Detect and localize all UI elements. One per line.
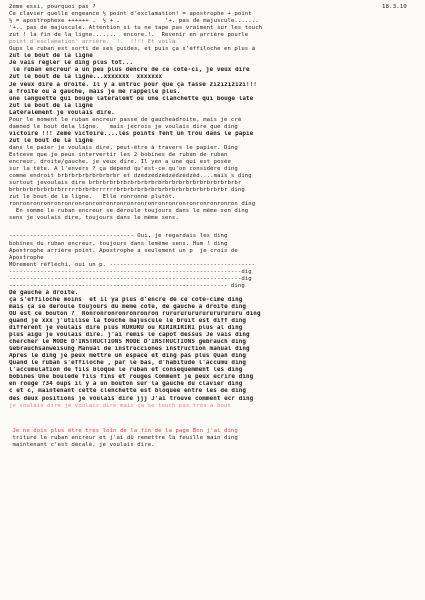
typed-line: ronronronronronronronronronronronronronronronronronronronronronron ding — [9, 201, 256, 208]
typed-line: une languette qui bouge latéralemt ou une clanchette qui bouge laté — [9, 95, 254, 102]
typed-line: différent je voulais dire plus RURURU ou RIRIRIRIRI plus al ding — [9, 325, 243, 332]
typed-line: sens je voulais dire, toujours dans le même sens. — [9, 215, 179, 222]
typed-line: des deux positions je voulais dire jjj J'ai trouvé comment écr ding — [9, 395, 254, 402]
typed-line: maintenant c'est décalé, je voulais dire. — [9, 441, 155, 448]
typed-line: chercher le MODE D'INSTRUCTIONS MODE D'INSTRUCTIONS gebrauch ding — [9, 339, 247, 346]
typed-line: 2ème essi, pourquoi pas ? — [9, 4, 96, 10]
typed-line: encreur, droite/gauche, je veux dire. Il yen a une qui est posée — [9, 159, 231, 166]
typed-line: Apostrophe — [9, 254, 44, 261]
typed-line: surtout jevoulais dire brbrbrbrbrbrbrbrbrbrbrbrbrbrbrbrbrbrbrbrbrbr — [9, 180, 242, 187]
typed-line: en rouge ?34 oups il y a un bouton sur la gauche du clavier ding — [9, 381, 243, 388]
typed-line: zut le bout de la ligne — [9, 137, 93, 144]
typed-line: '+.. pas de majuscule. Attention si tu ne tape pas vraiment sur les touch — [9, 25, 263, 32]
typed-line: mais ça se déroule toujours du même côté, de gauche à droite ding — [9, 303, 247, 310]
typed-line: zut le bout de la ligne. Elle ronronne plutôt. — [9, 194, 176, 201]
typed-line: damned le bout dela ligne. mais jecrois je voulais dire que ding — [9, 123, 238, 130]
typed-line: Ce clavier quelle engeance ½ point d'exclamation! = apostrophe + point — [9, 11, 252, 18]
typed-line: plus aigu je voulais dire. j'ai remis le capot dessus Je vais ding — [9, 332, 250, 339]
typed-line: le ruban encreur a un peu plus dencre de ce côté-ci, je veux dire — [9, 67, 250, 74]
typed-line: bobines du ruban encreur, toujours dans lemême sens. Hum ! ding — [9, 240, 228, 247]
typed-line: sur la tête. A l'envers ? ça dépend qu'est-ce qu'on considère ding — [9, 166, 238, 173]
typed-line: Quand le ruban s'éffiloche , par le bas, d'habitude l'accumu ding — [9, 360, 247, 367]
line-gap — [9, 222, 421, 233]
typed-line: quand je xxx j'utilise la touche majuscule le bruit est diff ding — [9, 318, 247, 325]
line-gap — [9, 410, 421, 428]
typed-line: à froite ou à gauche, mais je me rappelle plus. — [9, 88, 181, 95]
typed-line: Je veux dire à droite. Il y a untruc pour que ça fasse zizizizizi!!! — [9, 81, 257, 88]
typed-line: De gauche à droite. — [9, 289, 79, 296]
typed-line: ½ = apostrophexe ++++++ . ½ + . '+. pas de majuscule....... — [9, 18, 259, 25]
typed-line: comme endroit brbrbrbrbrbrbrbrbr et dzédzédzédzédzédzéd....mais s ding — [9, 173, 252, 180]
date-stamp: 18.3.10 — [382, 4, 407, 10]
typed-line: OÙ est ce bouton ? Ronronronronronronron rururururururururururu ding — [9, 310, 261, 317]
typed-line: MOrement réfléchi, oui un p. ------------------------------------------ — [9, 261, 256, 268]
typed-line: bobines Une boulede fils fins et rouges Comment je peux écrire ding — [9, 374, 254, 381]
typed-line: victoire !!! 2ème victoire....les points fent un trou dans le papie — [9, 130, 254, 137]
typed-line: brbrbrbrbrbrbrbrrrrrbrbrbrrrrrrbrbrbrbrbrbrbrbrbrbrbrbrbrbrbrbr ding — [9, 187, 245, 194]
typed-line: je voulais dire je voulais dire mais ça se touch pas trés à bout — [9, 402, 231, 409]
typed-line: --------------------------------------------------------------- ding — [9, 282, 245, 289]
typed-line: Je vais régler le ding plus tôt... — [9, 60, 133, 67]
typed-line: Je ne dois plus être très loin de la fin de la page Bon j'ai ding — [9, 427, 238, 434]
typed-line: Latéralement je voulais dire. — [9, 109, 115, 116]
typed-line: Apostrophe arrière point. Apostrophe a seulement un p je crois de — [9, 247, 238, 254]
typed-line: zut le bout de la ligne — [9, 102, 93, 109]
typed-line: Pour le moment le ruban encreur passe de gaucheàdroite, mais je cré — [9, 116, 242, 123]
typed-line: l'accumulation de fils bloque le ruban et conséquemment les ding — [9, 367, 243, 374]
typed-line: Oups le ruban est sorti de ses guides, et puis ça s'éffiloche en plus à — [9, 46, 256, 53]
typed-line: zut le bout de la ligne...xxxxxxx xxxxxxx — [9, 74, 163, 81]
typed-line: En somme le ruban encreur se déroule toujours dans le même sen ding — [9, 208, 249, 215]
typed-line: ça s'éffiloche moins et il ya plus d'encre de ce côté-cime ding — [9, 296, 243, 303]
typed-line: -------------------------------------------------------------------dig — [9, 275, 252, 282]
typed-line: Après le ding je peux mettre un espace et ding pas plus Quan ding — [9, 353, 247, 360]
typed-line: ------------------------------------ Oui, je regardais les ding — [9, 233, 228, 240]
typed-line: trituré le ruban encreur et j'ai dû remettre la feuille main ding — [9, 434, 238, 441]
typed-line: zut le bout de la ligne — [9, 53, 93, 60]
typed-line: Gebrauchsanweisung Manual de instrucciones instruction manual ding — [9, 346, 250, 353]
typed-line: -------------------------------------------------------------------dig — [9, 268, 252, 275]
typed-text-body — [9, 4, 421, 449]
typed-line: zut ! la fin de la ligne....... encore.!. Revenir en arrière pourle — [9, 32, 249, 39]
typed-line: dans le paier je voulais dire, peut-être à travers le papier. Ding — [9, 144, 238, 151]
typed-line: point d'exclamation' arrière. !. !!!! Et voilà — [9, 39, 176, 46]
typed-line: Estceve que je peux intervertir les 2 bobines de ruban de ruban — [9, 151, 228, 158]
typed-line: c et c, maintenant cette clenchette est bloquée entre les de ding — [9, 388, 247, 395]
